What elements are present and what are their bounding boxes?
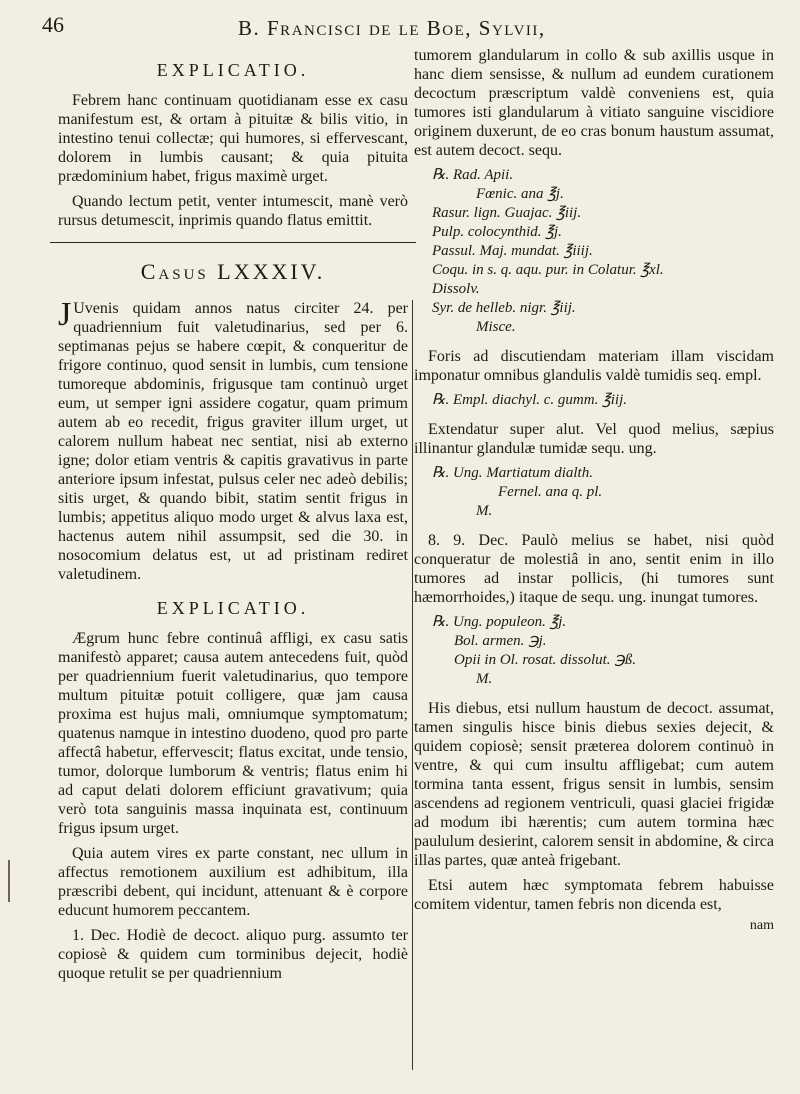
prescription-line: Pulp. colocynthid. ℥j. — [432, 224, 562, 240]
prescription-line: Rasur. lign. Guajac. ℥iij. — [432, 205, 582, 221]
page-header — [0, 8, 800, 48]
right-column — [414, 46, 774, 934]
prescription-line: Passul. Maj. mundat. ℥iiij. — [432, 243, 593, 259]
prescription-line: ℞. Ung. Martiatum dialth. — [432, 465, 593, 481]
explicatio-2-paragraph-1: Ægrum hunc febre continuâ affligi, ex casu satis manifestò apparet; causa autem antecedens fuit, quòd per quadriennium fuerit valetudinarius, quo tempore multum pituitæ potuit colligere, quæ jam causa proxima est hujus mali, omniumque symptomatum; quatenus namque in intestino duodeno, quod pro parte affectâ habetur, effervescit; flatus excitat, unde tensio, tumor, dolorque lumborum & ventris; flatus enim hi ad caput delati dolorem efficiunt gravativum; quia verò tota sanguinis massa inquinata est, continuum frigus ipsum urget. — [58, 630, 408, 837]
catchword: nam — [749, 918, 774, 933]
prescription-line: M. — [476, 503, 493, 519]
prescription-1 — [432, 166, 774, 337]
prescription-line: Syr. de helleb. nigr. ℥iij. — [432, 300, 576, 316]
explicatio-2-paragraph-3: 1. Dec. Hodiè de decoct. aliquo purg. assumto ter copiosè & quidem cum torminibus dejecit, hodiè quoque retulit se per quadriennium — [58, 927, 408, 982]
drop-cap: J — [58, 296, 72, 333]
right-paragraph-6: Etsi autem hæc symptomata febrem habuisse comitem videntur, tamen febris non dicenda est, — [414, 877, 774, 913]
prescription-line: Coqu. in s. q. aqu. pur. in Colatur. ℥xl. — [432, 262, 664, 278]
prescription-line: Bol. armen. ℈j. — [454, 633, 547, 649]
section-rule — [50, 242, 416, 243]
right-paragraph-4: 8. 9. Dec. Paulò melius se habet, nisi quòd conqueratur de molestiâ in ano, sentit enim in illo tumores ad instar pollicis, (hi tumores sunt hæmorrhoides,) itaque de sequ. ung. inungat tumores. — [414, 532, 774, 606]
right-paragraph-2: Foris ad discutiendam materiam illam viscidam imponatur omnibus glandulis valdè tumidis seq. empl. — [414, 348, 774, 384]
page-number: 46 — [42, 12, 64, 37]
casus-text: Uvenis quidam annos natus circiter 24. per quadriennium fuit valetudinarius, sed per 6. septimanas pejus se habere cœpit, & conqueritur de frigore continuo, quod sensit in lumbis, cum tensione tumoreque abdominis, frigusque tam continuò urget eum, ut semper igni assidere cogatur, quam primum autem ab eo recedit, frigus graviter illum urget, ut calorem nullum habeat nec sentiat, nisi ab externo igne; dolor etiam ventris & capitis gravativus in parte anteriore ipsum infestat, pulsus celer nec adeò debilis; sitis urget, & quando bibit, statim sentit frigus in lumbis; appetitus aliquo modo urget & alvus laxa est, hactenus autem nihil assumpsit, sed die 30. in nosocomium delatus est, ut ad pristinam rediret valetudinem. — [58, 300, 408, 583]
prescription-line: Fœnic. ana ℥j. — [476, 186, 564, 202]
right-paragraph-5: His diebus, etsi nullum haustum de decoct. assumat, tamen singulis hisce binis diebus sexies dejecit, & quidem copiosè; sensit præterea dolorem continuò in ventre, & qui cum insultu affligebat; cum autem tormina tanta essent, frigus sensit in lumbis, sensim ascendens ad regionem ventriculi, quasi glaciei frigidæ ad modum ibi hærentis; cum autem tormina hæc paululum desierint, calorem sensit in abdomine, & circa illas partes, quæ anteà frigebant. — [414, 700, 774, 869]
prescription-line: ℞. Rad. Apii. — [432, 167, 514, 183]
prescription-line: Misce. — [476, 319, 516, 335]
explicatio-heading-2: EXPLICATIO. — [156, 598, 310, 618]
left-column — [58, 46, 408, 989]
page-edge-mark — [8, 860, 10, 902]
prescription-line: ℞. Empl. diachyl. c. gumm. ℥iij. — [432, 392, 627, 408]
casus-paragraph — [58, 296, 408, 584]
right-paragraph-1: tumorem glandularum in collo & sub axillis usque in hanc diem sensisse, & nullum ad eundem curationem decoctum præscriptum valdè conveniens est, quia tumores isti glandularum à vitiato sanguine viscidiore originem duxerunt, de eo cras bonum haustum assumat, est autem decoct. sequ. — [414, 47, 774, 159]
prescription-line: M. — [476, 671, 493, 687]
prescription-4 — [432, 613, 774, 689]
explicatio-1-paragraph-1: Febrem hanc continuam quotidianam esse ex casu manifestum est, & ortam à pituitæ & bilis vitio, in intestino tenui collectæ; qui humores, si effervescant, dolorem in lumbis causant; & quia pituita prædominium habet, frigus maximè urget. — [58, 92, 408, 185]
prescription-line: Dissolv. — [432, 281, 480, 297]
prescription-3 — [432, 464, 774, 521]
casus-heading: Casus LXXXIV. — [140, 259, 326, 284]
explicatio-1-paragraph-2: Quando lectum petit, venter intumescit, manè verò rursus detumescit, inprimis quando flatus emittit. — [58, 193, 408, 229]
prescription-line: ℞. Ung. populeon. ℥j. — [432, 614, 567, 630]
prescription-line: Fernel. ana q. pl. — [498, 484, 603, 500]
right-paragraph-3: Extendatur super alut. Vel quod melius, sæpius illinantur glandulæ tumidæ sequ. ung. — [414, 421, 774, 457]
explicatio-heading-1: EXPLICATIO. — [156, 60, 310, 80]
running-head: B. Francisci de le Boe, Sylvii, — [238, 16, 546, 40]
explicatio-2-paragraph-2: Quia autem vires ex parte constant, nec ullum in affectus remotionem auxilium est adhibitum, illa præscribi debent, qui incidunt, attenuant & è corpore educunt humorem peccantem. — [58, 845, 408, 919]
prescription-2 — [432, 391, 774, 410]
prescription-line: Opii in Ol. rosat. dissolut. ℈ß. — [454, 652, 637, 668]
column-divider — [412, 300, 413, 1070]
